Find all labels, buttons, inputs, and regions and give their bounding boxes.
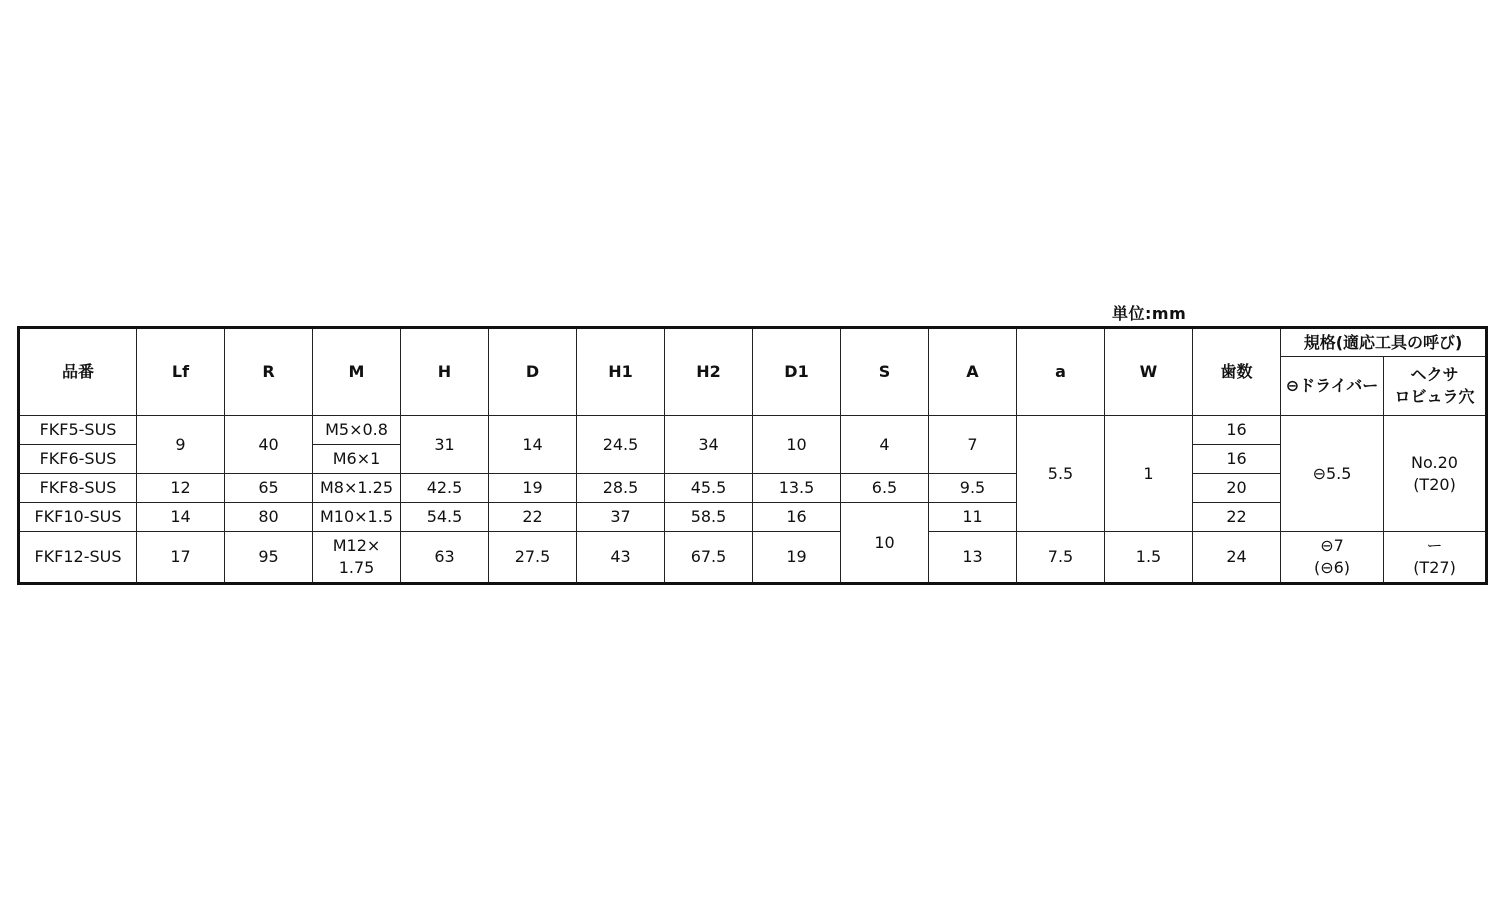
- cell-driver-line1: ⊖7: [1320, 536, 1344, 556]
- cell-hexalobular: [1384, 416, 1487, 532]
- header-m: M: [313, 328, 401, 416]
- cell-hex-line1: ー: [1426, 536, 1443, 556]
- cell-small-a: 7.5: [1017, 532, 1105, 584]
- cell-h1: 24.5: [577, 416, 665, 474]
- header-part-no: 品番: [19, 328, 137, 416]
- cell-h2: 45.5: [665, 474, 753, 503]
- cell-h1: 37: [577, 503, 665, 532]
- cell-a: 9.5: [929, 474, 1017, 503]
- cell-d: 14: [489, 416, 577, 474]
- cell-lf: 9: [137, 416, 225, 474]
- header-d1: D1: [753, 328, 841, 416]
- header-lf: Lf: [137, 328, 225, 416]
- header-w: W: [1105, 328, 1193, 416]
- cell-a: 11: [929, 503, 1017, 532]
- cell-d: 19: [489, 474, 577, 503]
- cell-d1: 10: [753, 416, 841, 474]
- cell-h: 31: [401, 416, 489, 474]
- unit-label: 単位:mm: [1112, 304, 1187, 323]
- header-h2: H2: [665, 328, 753, 416]
- cell-m: M6×1: [313, 445, 401, 474]
- cell-s: 10: [841, 503, 929, 584]
- cell-d: 27.5: [489, 532, 577, 584]
- header-driver: ⊖ドライバー: [1281, 357, 1384, 416]
- cell-h2: 58.5: [665, 503, 753, 532]
- cell-s: 6.5: [841, 474, 929, 503]
- cell-d1: 19: [753, 532, 841, 584]
- header-r: R: [225, 328, 313, 416]
- cell-part-no: FKF5-SUS: [19, 416, 137, 445]
- cell-w: 1: [1105, 416, 1193, 532]
- cell-hex-line1: No.20: [1411, 452, 1458, 472]
- header-standard: 規格(適応工具の呼び): [1281, 328, 1487, 357]
- cell-h1: 28.5: [577, 474, 665, 503]
- table-row: [19, 532, 1487, 584]
- cell-lf: 14: [137, 503, 225, 532]
- cell-h: 54.5: [401, 503, 489, 532]
- cell-m: M8×1.25: [313, 474, 401, 503]
- table-row: [19, 416, 1487, 445]
- cell-m-line1: M12×: [332, 536, 381, 556]
- header-row: [19, 328, 1487, 357]
- cell-r: 80: [225, 503, 313, 532]
- header-hexalobular: [1384, 357, 1487, 416]
- cell-hex-line2: (T27): [1413, 558, 1456, 577]
- cell-driver-line2: (⊖6): [1313, 558, 1351, 577]
- header-a: A: [929, 328, 1017, 416]
- cell-lf: 17: [137, 532, 225, 584]
- cell-teeth: 20: [1193, 474, 1281, 503]
- spec-table: [17, 326, 1488, 585]
- cell-h2: 67.5: [665, 532, 753, 584]
- cell-m: M5×0.8: [313, 416, 401, 445]
- header-d: D: [489, 328, 577, 416]
- cell-r: 95: [225, 532, 313, 584]
- cell-d: 22: [489, 503, 577, 532]
- header-h: H: [401, 328, 489, 416]
- cell-driver: ⊖5.5: [1281, 416, 1384, 532]
- cell-teeth: 24: [1193, 532, 1281, 584]
- cell-part-no: FKF10-SUS: [19, 503, 137, 532]
- header-s: S: [841, 328, 929, 416]
- header-hex-line2: ロビュラ穴: [1394, 387, 1475, 406]
- cell-h: 42.5: [401, 474, 489, 503]
- cell-teeth: 16: [1193, 416, 1281, 445]
- cell-teeth: 16: [1193, 445, 1281, 474]
- cell-h1: 43: [577, 532, 665, 584]
- cell-m: [313, 532, 401, 584]
- cell-a: 7: [929, 416, 1017, 474]
- cell-r: 40: [225, 416, 313, 474]
- cell-m: M10×1.5: [313, 503, 401, 532]
- cell-d1: 16: [753, 503, 841, 532]
- cell-part-no: FKF6-SUS: [19, 445, 137, 474]
- header-h1: H1: [577, 328, 665, 416]
- cell-s: 4: [841, 416, 929, 474]
- table-row: [19, 503, 1487, 532]
- cell-teeth: 22: [1193, 503, 1281, 532]
- cell-lf: 12: [137, 474, 225, 503]
- cell-driver: [1281, 532, 1384, 584]
- header-teeth: 歯数: [1193, 328, 1281, 416]
- cell-w: 1.5: [1105, 532, 1193, 584]
- header-hex-line1: ヘクサ: [1410, 365, 1459, 385]
- cell-d1: 13.5: [753, 474, 841, 503]
- cell-h2: 34: [665, 416, 753, 474]
- cell-hexalobular: [1384, 532, 1487, 584]
- table-row: [19, 474, 1487, 503]
- header-small-a: a: [1017, 328, 1105, 416]
- cell-a: 13: [929, 532, 1017, 584]
- cell-part-no: FKF8-SUS: [19, 474, 137, 503]
- cell-part-no: FKF12-SUS: [19, 532, 137, 584]
- cell-hex-line2: (T20): [1413, 474, 1456, 494]
- cell-small-a: 5.5: [1017, 416, 1105, 532]
- cell-m-line2: 1.75: [338, 558, 375, 577]
- cell-h: 63: [401, 532, 489, 584]
- cell-r: 65: [225, 474, 313, 503]
